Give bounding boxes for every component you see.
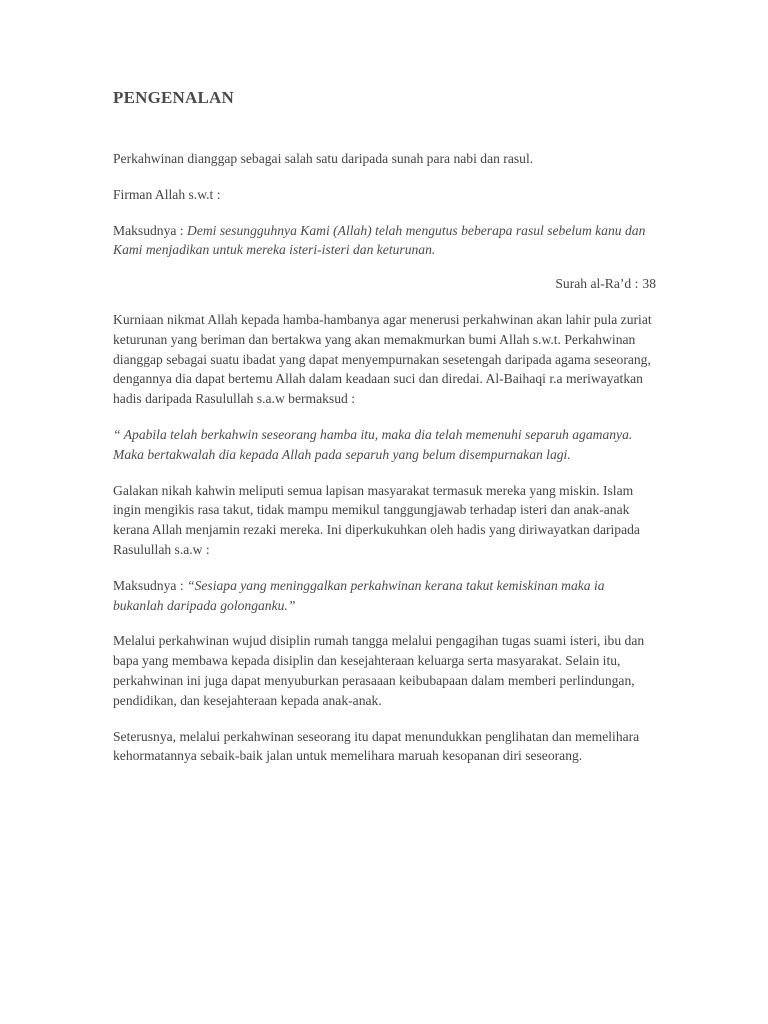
quote-label: Maksudnya : xyxy=(113,577,188,593)
surah-verse-number: 38 xyxy=(642,276,656,292)
closing-paragraph: Seterusnya, melalui perkahwinan seseorang itu dapat menundukkan penglihatan dan memelihara kehormatannya sebaik-baik jalan untuk memelihara maruah kesopanan diri seseorang. xyxy=(113,728,640,764)
firman-paragraph: Firman Allah s.w.t : xyxy=(113,186,221,202)
page-title: PENGENALAN xyxy=(113,88,235,107)
discipline-paragraph: Melalui perkahwinan wujud disiplin rumah tangga melalui pengagihan tugas suami isteri, ibu dan bapa yang membawa kepada disiplin dan kesejahteraan keluarga serta masyarakat. Selain itu, perkahwinan ini juga dapat menyuburkan perasaaan keibubapaan dalam memberi perlindungan, pendidikan, dan kesejahteraan kepada anak-anak. xyxy=(113,633,645,708)
document-page xyxy=(113,88,658,782)
quran-quote-paragraph xyxy=(113,221,658,261)
surah-reference xyxy=(113,274,656,294)
hadith-meaning-text: “Sesiapa yang meninggalkan perkahwinan kerana takut kemiskinan maka ia bukanlah daripada golonganku.” xyxy=(113,577,605,613)
quote-label: Maksudnya : xyxy=(113,222,188,238)
encouragement-paragraph: Galakan nikah kahwin meliputi semua lapisan masyarakat termasuk mereka yang miskin. Islam ingin mengikis rasa takut, tidak mampu memikul tanggungjawab terhadap isteri dan anak-anak kerana Allah menjamin rezaki mereka. Ini diperkukuhkan oleh hadis yang diriwayatkan daripada Rasulullah s.a.w : xyxy=(113,482,640,557)
blessing-paragraph: Kurniaan nikmat Allah kepada hamba-hambanya agar menerusi perkahwinan akan lahir pula zuriat keturunan yang beriman dan bertakwa yang akan memakmurkan bumi Allah s.w.t. Perkahwinan dianggap sebagai suatu ibadat yang dapat menyempurnakan sesetengah daripada agama seseorang, dengannya dia dapat bertemu Allah dalam keadaan suci dan diredai. Al-Baihaqi r.a meriwayatkan hadis daripada Rasulullah s.a.w bermaksud : xyxy=(113,311,652,407)
quran-quote-text: Demi sesungguhnya Kami (Allah) telah mengutus beberapa rasul sebelum kanu dan Kami menjadikan untuk mereka isteri-isteri dan keturunan. xyxy=(113,222,646,258)
intro-paragraph: Perkahwinan dianggap sebagai salah satu daripada sunah para nabi dan rasul. xyxy=(113,151,534,166)
hadith-meaning-paragraph xyxy=(113,576,658,616)
surah-name: Surah al-Ra’d : xyxy=(555,276,639,292)
hadith-quote-paragraph: “ Apabila telah berkahwin seseorang hamba itu, maka dia telah memenuhi separuh agamanya. Maka bertakwalah dia kepada Allah pada separuh yang belum disempurnakan lagi. xyxy=(113,426,633,462)
